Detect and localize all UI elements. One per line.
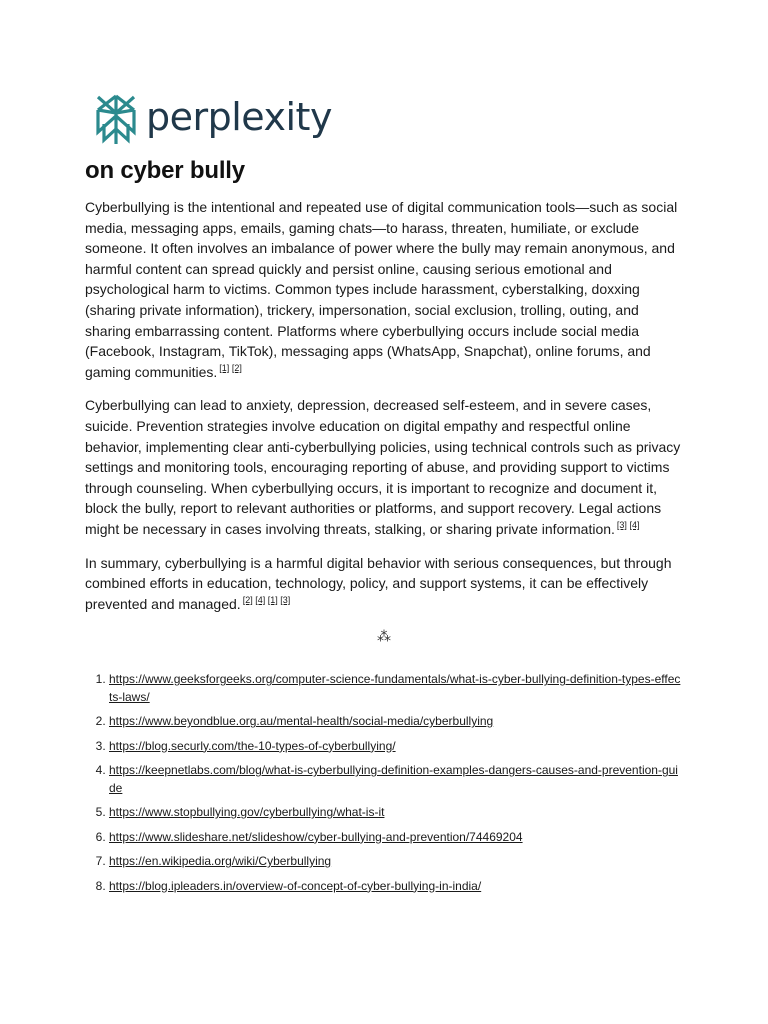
answer-body [85,197,683,614]
section-divider: ⁂ [377,628,391,645]
source-item [109,853,683,871]
citation-group [219,363,242,373]
perplexity-logo [94,92,683,148]
paragraph-text: Cyberbullying can lead to anxiety, depression, decreased self-esteem, and in severe cases, suicide. Prevention strategies involve education on digital empathy and respectful online behavior, implementing clear anti-cyberbullying policies, using technical controls such as privacy settings and monitoring tools, encouraging reporting of abuse, and providing support to victims through counseling. When cyberbullying occurs, it is important to recognize and document it, block the bully, report to relevant authorities or platforms, and support recovery. Legal actions might be necessary in cases involving threats, stalking, or sharing private information. [85,397,681,537]
document-page [85,92,683,902]
paragraph-text: In summary, cyberbullying is a harmful digital behavior with serious consequences, but through combined efforts in education, technology, policy, and support systems, it can be effectively prevented and managed. [85,554,672,612]
source-link[interactable]: https://www.slideshare.net/slideshow/cyber-bullying-and-prevention/74469204 [109,829,523,844]
sources-list [85,671,683,895]
source-link[interactable]: https://www.stopbullying.gov/cyberbullying/what-is-it [109,805,385,820]
answer-paragraph [85,395,683,539]
page-title: on cyber bully [85,157,245,184]
citation-link[interactable]: [1] [219,363,230,374]
citation-group [243,595,291,605]
answer-paragraph [85,553,683,615]
citation-group [617,520,640,530]
source-link[interactable]: https://blog.ipleaders.in/overview-of-concept-of-cyber-bullying-in-india/ [109,878,482,893]
citation-link[interactable]: [3] [616,520,627,531]
source-link[interactable]: https://www.geeksforgeeks.org/computer-science-fundamentals/what-is-cyber-bullying-definition-types-effects-laws/ [109,672,681,704]
source-item [109,829,683,847]
source-link[interactable]: https://blog.securly.com/the-10-types-of-cyberbullying/ [109,738,396,753]
paragraph-text: Cyberbullying is the intentional and repeated use of digital communication tools—such as social media, messaging apps, emails, gaming chats—to harass, threaten, humiliate, or exclude someone. It often involves an imbalance of power where the bully may remain anonymous, and harmful content can spread quickly and persist online, causing serious emotional and psychological harm to victims. Common types include harassment, cyberstalking, doxxing (sharing private information), trickery, impersonation, social exclusion, trolling, outing, and sharing embarrassing content. Platforms where cyberbullying occurs include social media (Facebook, Instagram, TikTok), messaging apps (WhatsApp, Snapchat), online forums, and gaming communities. [85,199,678,380]
citation-link[interactable]: [4] [629,520,640,531]
citation-link[interactable]: [4] [255,595,266,606]
source-link[interactable]: https://keepnetlabs.com/blog/what-is-cyberbullying-definition-examples-dangers-causes-and-prevention-guide [109,763,678,795]
perplexity-logo-icon [94,94,138,146]
answer-paragraph [85,197,683,382]
citation-link[interactable]: [3] [280,595,291,606]
source-item [109,804,683,822]
source-link[interactable]: https://en.wikipedia.org/wiki/Cyberbullying [109,854,332,869]
citation-link[interactable]: [2] [231,363,242,374]
citation-link[interactable]: [2] [242,595,253,606]
source-link[interactable]: https://www.beyondblue.org.au/mental-health/social-media/cyberbullying [109,714,494,729]
source-item [109,762,683,797]
brand-name: perplexity [146,95,332,139]
source-item [109,878,683,896]
source-item [109,671,683,706]
source-item [109,738,683,756]
source-item [109,713,683,731]
citation-link[interactable]: [1] [267,595,278,606]
